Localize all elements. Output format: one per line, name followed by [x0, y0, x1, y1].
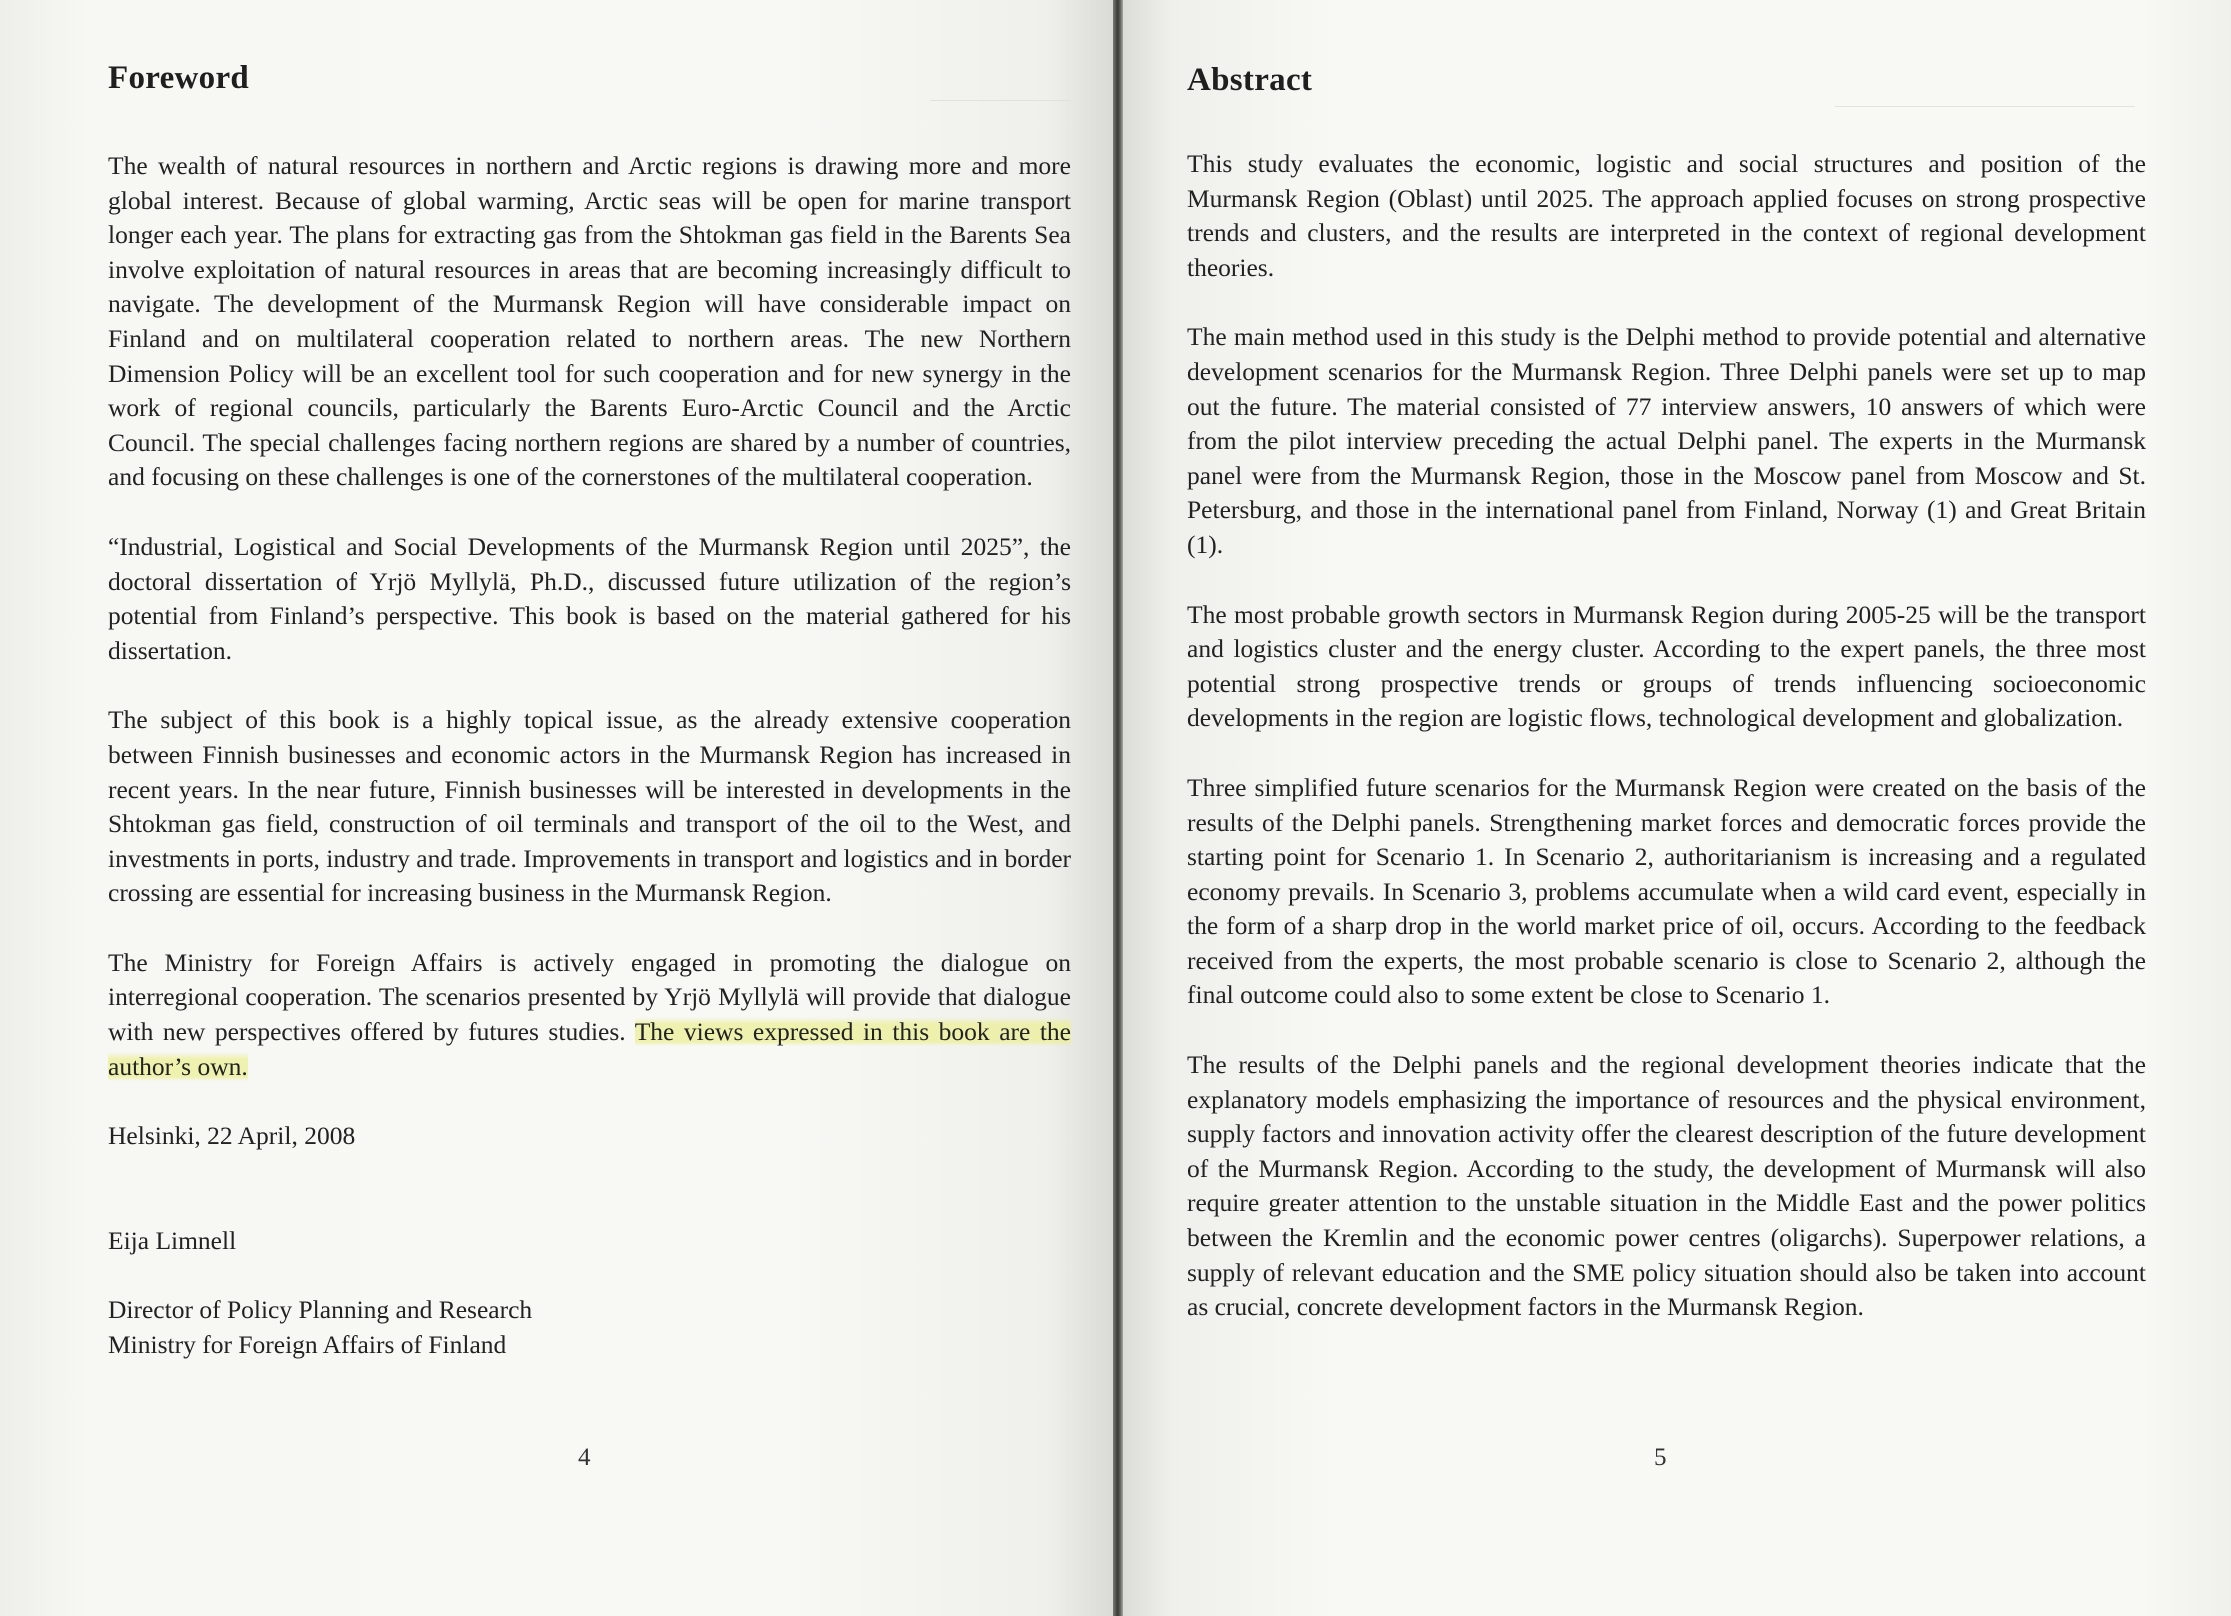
book-spine: [1113, 0, 1123, 1616]
signer-organization: Ministry for Foreign Affairs of Finland: [108, 1330, 507, 1360]
abstract-paragraph-2: The main method used in this study is the Delphi method to provide potential and alternative development scenarios for the Murmansk Region. Three Delphi panels were set up to map out the future. The material consisted of 77 interview answers, 10 answers of which were from the pilot interview preceding the actual Delphi panel. The experts in the Murmansk panel were from the Murmansk Region, those in the Moscow panel from Moscow and St. Petersburg, and those in the international panel from Finland, Norway (1) and Great Britain (1).: [1187, 322, 2146, 559]
signature-block: [108, 1119, 1071, 1362]
abstract-paragraph-3: The most probable growth sectors in Murmansk Region during 2005-25 will be the transport and logistics cluster and the energy cluster. According to the expert panels, the three most potential strong prospective trends or groups of trends influencing socioeconomic developments in the region are logistic flows, technological development and globalization.: [1187, 599, 2146, 733]
foreword-paragraph-1: The wealth of natural resources in northern and Arctic regions is drawing more and more global interest. Because of global warming, Arctic seas will be open for marine transport longer each year. The plans for extracting gas from the Shtokman gas field in the Barents Sea involve exploitation of natural resources in areas that are becoming increasingly difficult to navigate. The development of the Murmansk Region will have considerable impact on Finland and on multilateral cooperation related to northern areas. The new Northern Dimension Policy will be an excellent tool for such cooperation and for new synergy in the work of regional councils, particularly the Barents Euro-Arctic Council and the Arctic Council. The special challenges facing northern regions are shared by a number of countries, and focusing on these challenges is one of the cornerstones of the multilateral cooperation.: [108, 151, 1071, 492]
foreword-paragraph-4-text: The Ministry for Foreign Affairs is actively engaged in promoting the dialogue on interregional cooperation. The scenarios presented by Yrjö Myllylä will provide that dialogue with new perspectives offered by futures studies.: [108, 947, 1071, 1047]
place-date: Helsinki, 22 April, 2008: [108, 1121, 356, 1151]
signer-name: Eija Limnell: [108, 1225, 237, 1255]
left-page: [0, 0, 1115, 1616]
abstract-paragraph-4: Three simplified future scenarios for the Murmansk Region were created on the basis of the results of the Delphi panels. Strengthening market forces and democratic forces provide the starting point for Scenario 1. In Scenario 2, authoritarianism is increasing and a regulated economy prevails. In Scenario 3, problems accumulate when a wild card event, especially in the form of a sharp drop in the world market price of oil, occurs. According to the feedback received from the experts, the most probable scenario is close to Scenario 2, although the final outcome could also to some extent be close to Scenario 1.: [1187, 772, 2146, 1010]
page-title: Foreword: [108, 60, 250, 96]
abstract-paragraph-5: The results of the Delphi panels and the regional development theories indicate that the explanatory models emphasizing the importance of resources and the physical environment, supply factors and innovation activity offer the clearest description of the future development of the Murmansk Region. According to the study, the development of Murmansk will also require greater attention to the unstable situation in the Middle East and the power politics between the Kremlin and the economic power centres (oligarchs). Superpower relations, a supply of relevant education and the SME policy situation should also be taken into account as crucial, concrete development factors in the Murmansk Region.: [1187, 1050, 2146, 1322]
foreword-paragraph-2: “Industrial, Logistical and Social Developments of the Murmansk Region until 2025”, the doctoral dissertation of Yrjö Myllylä, Ph.D., discussed future utilization of the region’s potential from Finland’s perspective. This book is based on the material gathered for his dissertation.: [108, 531, 1071, 665]
right-page: [1115, 0, 2231, 1616]
foreword-paragraph-3: The subject of this book is a highly topical issue, as the already extensive cooperation between Finnish businesses and economic actors in the Murmansk Region has increased in recent years. In the near future, Finnish businesses will be interested in developments in the Shtokman gas field, construction of oil terminals and transport of the oil to the West, and investments in ports, industry and trade. Improvements in transport and logistics and in border crossing are essential for increasing business in the Murmansk Region.: [108, 705, 1071, 908]
page-number-right: 5: [1654, 1444, 1667, 1471]
page-number-left: 4: [578, 1444, 591, 1471]
signer-title: Director of Policy Planning and Research: [108, 1295, 533, 1325]
highlighted-sentence: The views expressed in this book are the author’s own.: [108, 1017, 1072, 1081]
abstract-paragraph-1: This study evaluates the economic, logistic and social structures and position of the Murmansk Region (Oblast) until 2025. The approach applied focuses on strong prospective trends and clusters, and the results are interpreted in the context of regional development theories.: [1187, 149, 2146, 282]
page-title: Abstract: [1187, 62, 1313, 98]
foreword-paragraph-4: [108, 946, 1071, 1084]
